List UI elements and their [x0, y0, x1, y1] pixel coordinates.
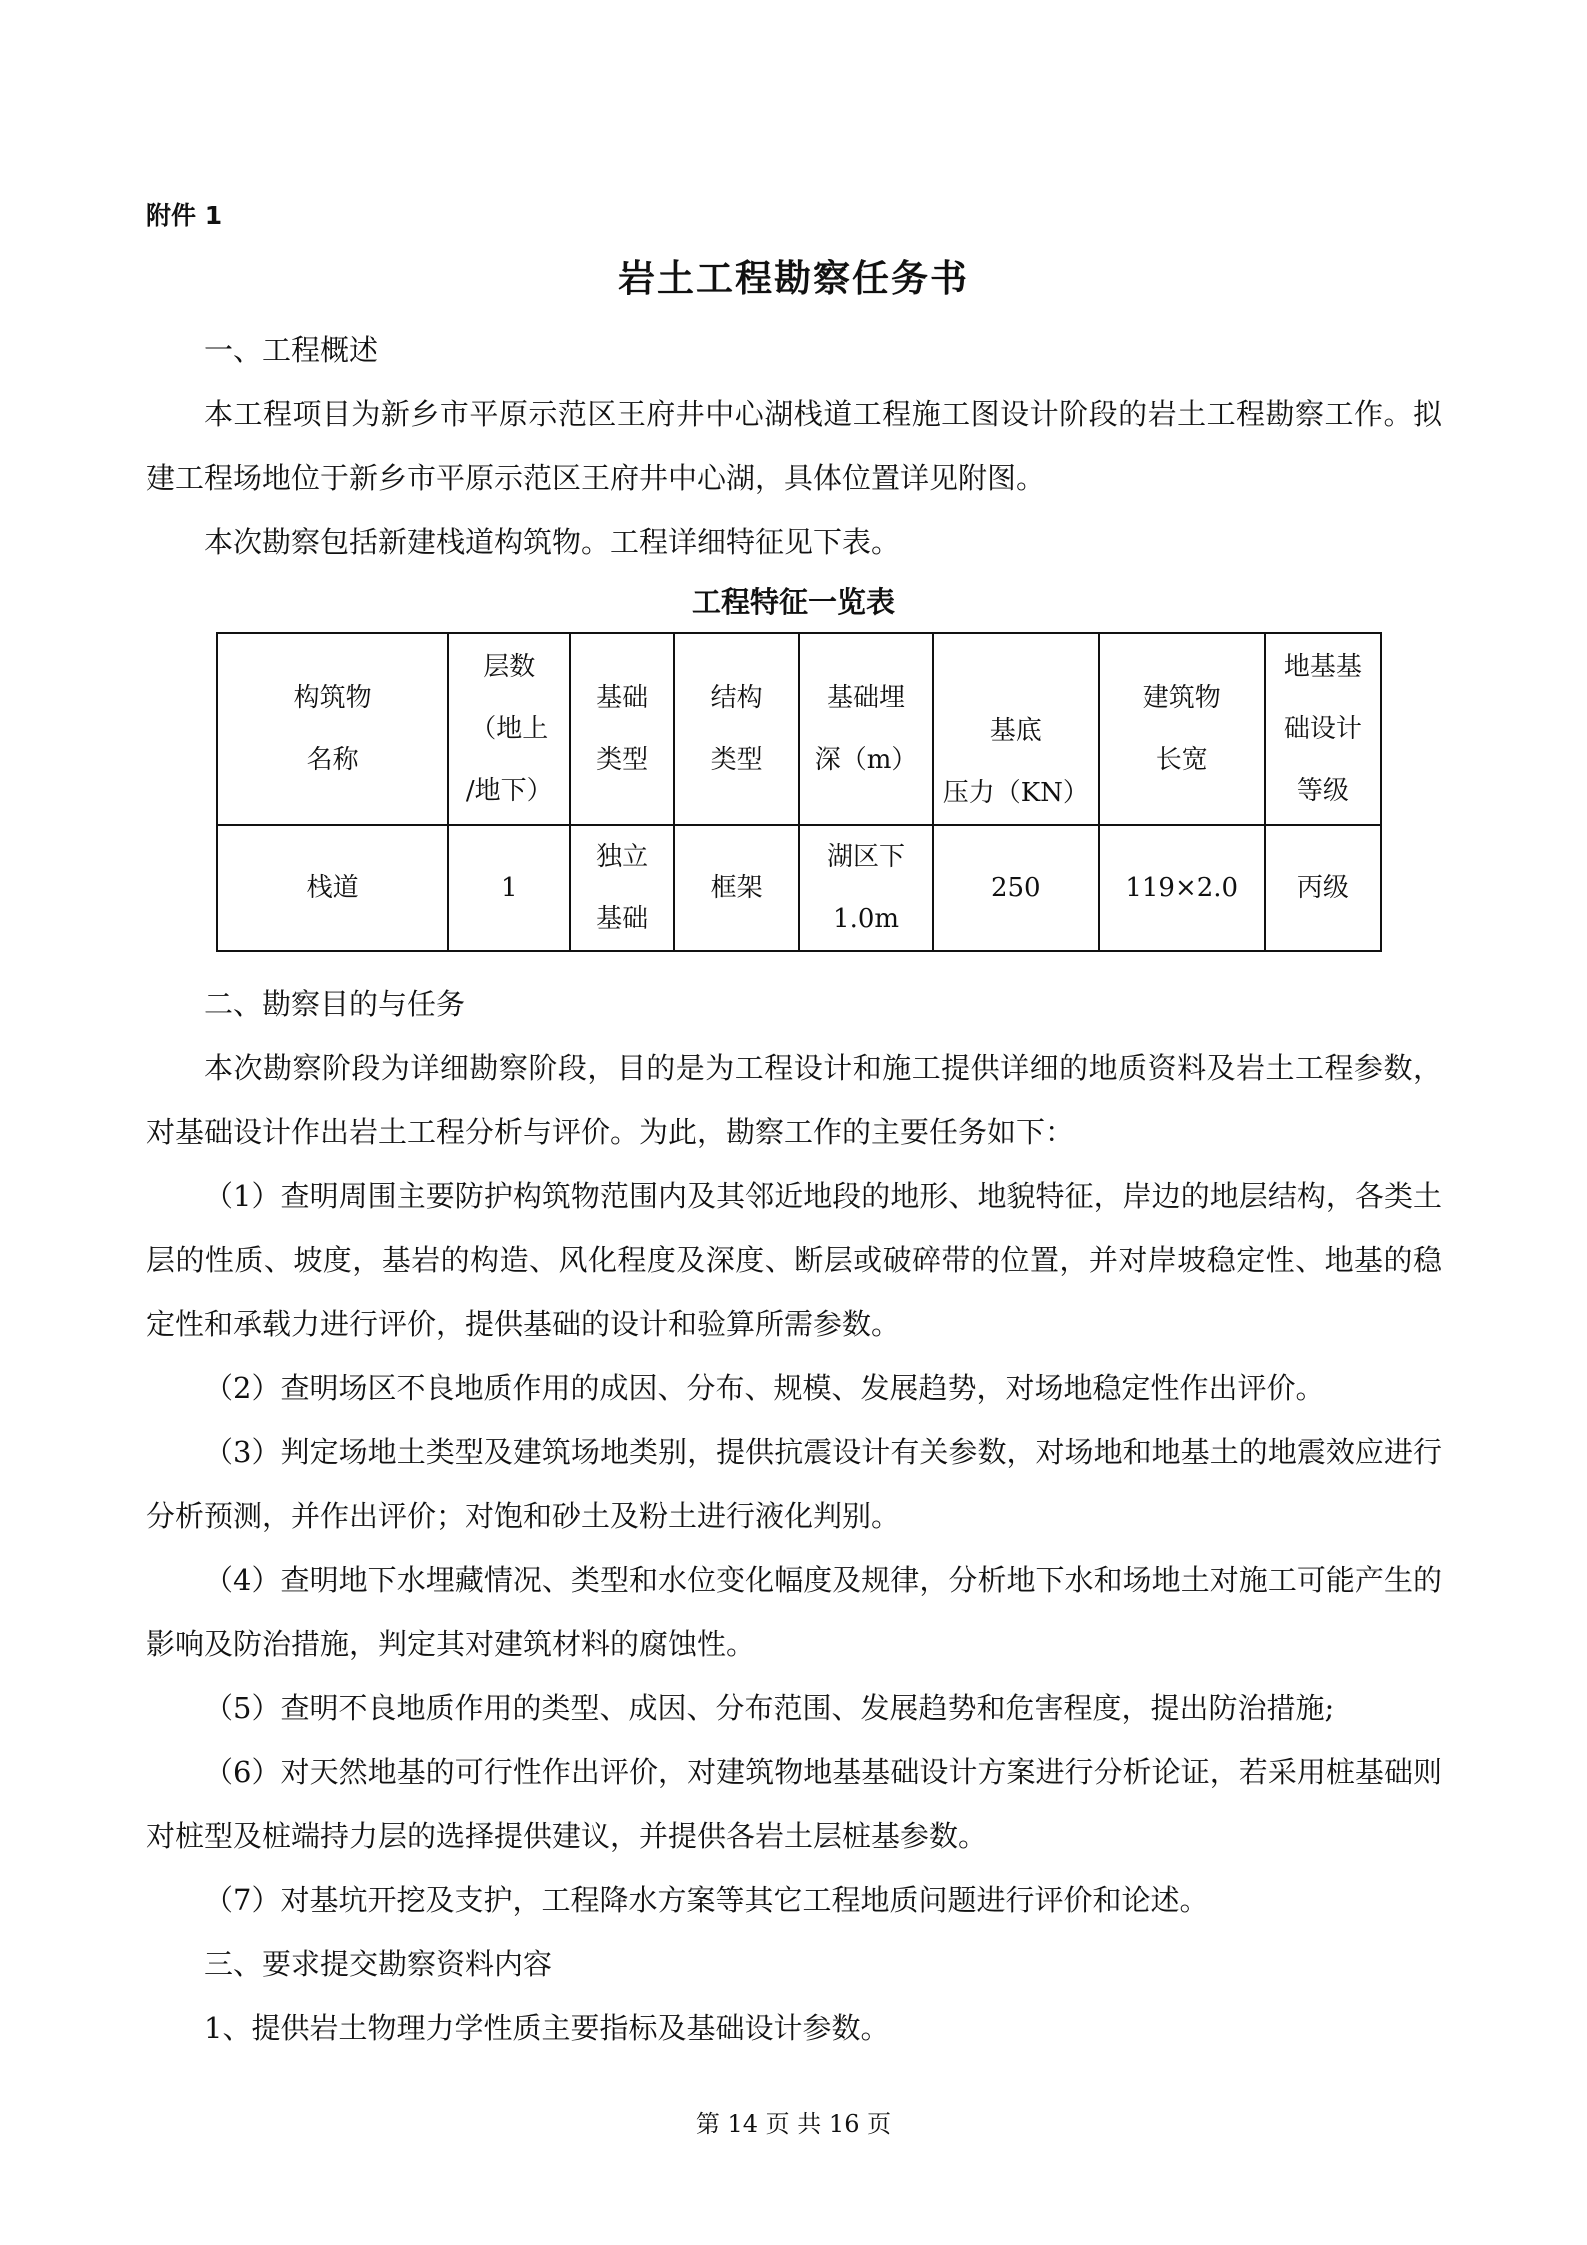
page-footer: 第 14 页 共 16 页: [695, 2110, 892, 2138]
project-features-table: [216, 632, 1382, 952]
section-3-item-1: 1、提供岩土物理力学性质主要指标及基础设计参数。: [204, 2011, 890, 2045]
section-2-heading: 二、勘察目的与任务: [204, 987, 466, 1021]
page-title: 岩土工程勘察任务书: [618, 257, 969, 300]
task-item-2: （2）查明场区不良地质作用的成因、分布、规模、发展趋势，对场地稳定性作出评价。: [204, 1371, 1325, 1405]
cell-base-pressure: 250: [933, 825, 1099, 951]
section-1-heading: 一、工程概述: [204, 333, 379, 367]
cell-structure-type: 框架: [674, 825, 799, 951]
attachment-label: 附件 1: [146, 201, 223, 230]
header-foundation-type: 基础 类型: [570, 633, 674, 825]
table-header-row: [217, 633, 1381, 825]
cell-foundation-depth: 湖区下 1.0m: [799, 825, 932, 951]
header-base-pressure: 基底 压力（KN）: [933, 633, 1099, 825]
cell-name: 栈道: [217, 825, 448, 951]
header-floors: 层数 （地上 /地下）: [448, 633, 570, 825]
table-title: 工程特征一览表: [691, 585, 895, 619]
header-foundation-grade: 地基基 础设计 等级: [1265, 633, 1381, 825]
cell-floors: 1: [448, 825, 570, 951]
cell-foundation-type: 独立 基础: [570, 825, 674, 951]
section-1-paragraph-2: 本次勘察包括新建栈道构筑物。工程详细特征见下表。: [204, 525, 901, 559]
cell-dimensions: 119×2.0: [1099, 825, 1265, 951]
table-row: [217, 825, 1381, 951]
task-item-5: （5）查明不良地质作用的类型、成因、分布范围、发展趋势和危害程度，提出防治措施;: [204, 1691, 1335, 1725]
header-structure-type: 结构 类型: [674, 633, 799, 825]
task-item-6: （6）对天然地基的可行性作出评价，对建筑物地基基础设计方案进行分析论证，若采用桩基础则对桩型及桩端持力层的选择提供建议，并提供各岩土层桩基参数。: [146, 1755, 1442, 1853]
cell-grade: 丙级: [1265, 825, 1381, 951]
task-item-3: （3）判定场地土类型及建筑场地类别，提供抗震设计有关参数，对场地和地基土的地震效应进行分析预测，并作出评价；对饱和砂土及粉土进行液化判别。: [146, 1435, 1442, 1533]
task-item-7: （7）对基坑开挖及支护，工程降水方案等其它工程地质问题进行评价和论述。: [204, 1883, 1209, 1917]
header-foundation-depth: 基础埋 深（m）: [799, 633, 932, 825]
section-2-paragraph-1: 本次勘察阶段为详细勘察阶段，目的是为工程设计和施工提供详细的地质资料及岩土工程参数，对基础设计作出岩土工程分析与评价。为此，勘察工作的主要任务如下：: [146, 1051, 1442, 1149]
section-1-paragraph-1: 本工程项目为新乡市平原示范区王府井中心湖栈道工程施工图设计阶段的岩土工程勘察工作。拟建工程场地位于新乡市平原示范区王府井中心湖，具体位置详见附图。: [146, 397, 1442, 495]
header-structure-name: 构筑物 名称: [217, 633, 448, 825]
task-item-4: （4）查明地下水埋藏情况、类型和水位变化幅度及规律，分析地下水和场地土对施工可能产生的影响及防治措施，判定其对建筑材料的腐蚀性。: [146, 1563, 1442, 1661]
header-building-dimensions: 建筑物 长宽: [1099, 633, 1265, 825]
section-3-heading: 三、要求提交勘察资料内容: [204, 1947, 553, 1981]
task-item-1: （1）查明周围主要防护构筑物范围内及其邻近地段的地形、地貌特征，岸边的地层结构，各类土层的性质、坡度，基岩的构造、风化程度及深度、断层或破碎带的位置，并对岸坡稳定性、地基的稳定性和承载力进行评价，提供基础的设计和验算所需参数。: [146, 1179, 1442, 1341]
